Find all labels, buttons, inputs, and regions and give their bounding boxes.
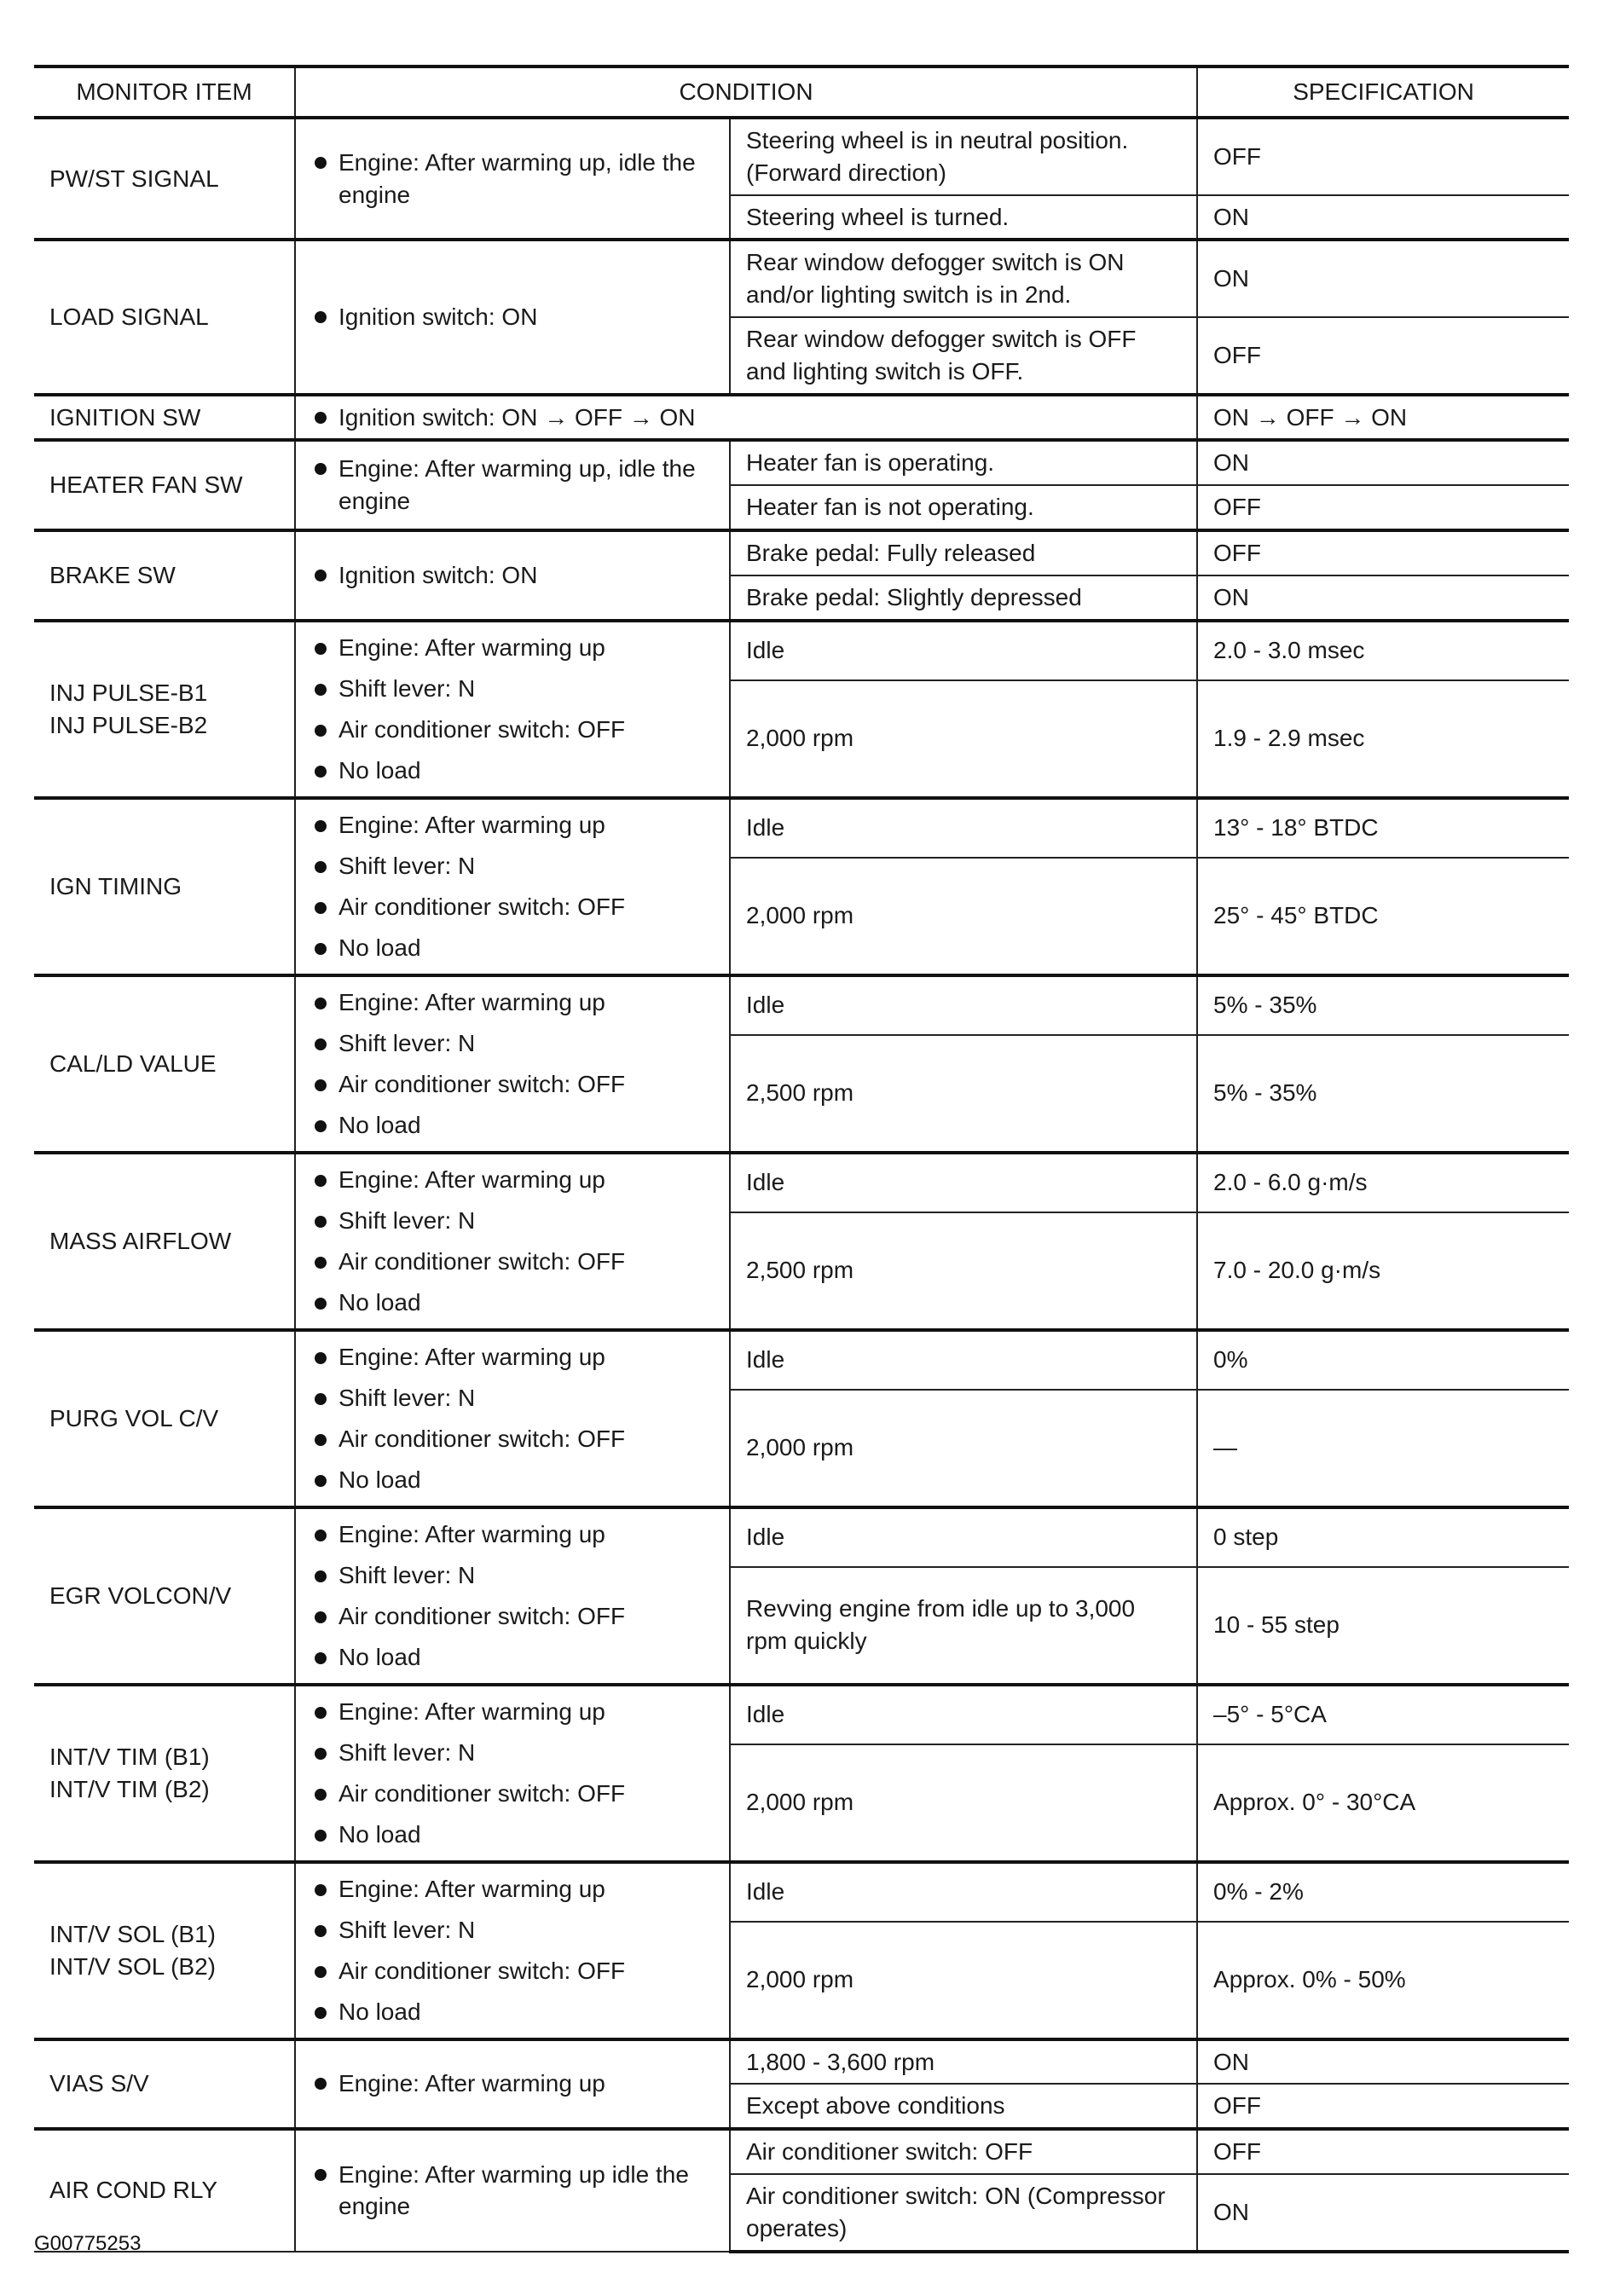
monitor-item-name: IGNITION SW: [49, 403, 201, 431]
table-row-egr-volcon-v: [34, 1507, 1569, 1567]
sub-condition-cell: Idle: [730, 1153, 1197, 1212]
table-row-air-cond-rly: [34, 2129, 1569, 2174]
specification-cell: —: [1197, 1390, 1569, 1507]
condition-bullet-item: Shift lever: N: [311, 1023, 714, 1064]
specification-cell: ON: [1197, 240, 1569, 317]
condition-bullet-item: Shift lever: N: [311, 1910, 714, 1951]
sub-condition-cell: Idle: [730, 1862, 1197, 1922]
condition-cell: [295, 1862, 730, 2039]
header-condition: CONDITION: [295, 67, 1197, 118]
monitor-item-cell: [34, 2039, 295, 2130]
condition-bullet-item: Engine: After warming up: [311, 1337, 714, 1378]
table-row-purg-vol-c-v: [34, 1330, 1569, 1390]
specification-cell: Approx. 0° - 30°CA: [1197, 1744, 1569, 1862]
condition-bullet-item: No load: [311, 1105, 714, 1146]
specification-cell: Approx. 0% - 50%: [1197, 1922, 1569, 2039]
specification-cell: 1.9 - 2.9 msec: [1197, 680, 1569, 798]
monitor-item-cell: [34, 240, 295, 394]
figure-code: G00775253: [34, 2232, 142, 2255]
condition-list: [311, 301, 714, 333]
monitor-item-name: CAL/LD VALUE: [49, 1050, 217, 1077]
specification-cell: OFF: [1197, 2084, 1569, 2129]
condition-list: [311, 1692, 714, 1855]
condition-cell: [295, 2039, 730, 2130]
specification-cell: 10 - 55 step: [1197, 1567, 1569, 1685]
monitor-item-name: INT/V TIM (B2): [49, 1775, 210, 1802]
condition-cell: [295, 2129, 730, 2251]
sub-condition-cell: Brake pedal: Slightly depressed: [730, 575, 1197, 621]
condition-bullet-item: Engine: After warming up, idle the engine: [311, 147, 714, 211]
condition-bullet-item: Air conditioner switch: OFF: [311, 1419, 714, 1460]
sub-condition-cell: 2,000 rpm: [730, 680, 1197, 798]
sub-condition-cell: 1,800 - 3,600 rpm: [730, 2039, 1197, 2085]
table-row-heater-fan-sw: [34, 440, 1569, 485]
condition-cell: [295, 1330, 730, 1507]
monitor-item-name: INJ PULSE-B2: [49, 711, 208, 738]
condition-bullet-item: Engine: After warming up: [311, 982, 714, 1023]
monitor-item-cell: [34, 975, 295, 1153]
table-row-mass-airflow: [34, 1153, 1569, 1212]
monitor-item-cell: [34, 530, 295, 621]
sub-condition-cell: Air conditioner switch: ON (Compressor operates): [730, 2174, 1197, 2252]
condition-bullet-item: No load: [311, 1637, 714, 1678]
condition-bullet-item: Engine: After warming up: [311, 805, 714, 846]
condition-bullet-item: Engine: After warming up: [311, 1160, 714, 1200]
table-header-row: [34, 67, 1569, 118]
sub-condition-cell: Brake pedal: Fully released: [730, 530, 1197, 575]
condition-cell: [295, 118, 730, 240]
condition-bullet-item: No load: [311, 1282, 714, 1323]
condition-list: [311, 147, 714, 211]
specification-cell: 25° - 45° BTDC: [1197, 858, 1569, 975]
condition-bullet-item: No load: [311, 1992, 714, 2033]
monitor-item-name: INJ PULSE-B1: [49, 679, 208, 706]
specification-cell: ON: [1197, 2039, 1569, 2085]
monitor-item-cell: [34, 1330, 295, 1507]
condition-list: [311, 1869, 714, 2033]
table-row-int-v-tim-b1: [34, 1685, 1569, 1744]
spec-table-container: [34, 65, 1569, 2253]
condition-bullet-item: Ignition switch: ON: [311, 559, 714, 592]
condition-list: [311, 982, 714, 1146]
condition-cell: [295, 1685, 730, 1862]
sub-condition-cell: Except above conditions: [730, 2084, 1197, 2129]
condition-bullet-item: Air conditioner switch: OFF: [311, 1951, 714, 1992]
sub-condition-cell: Idle: [730, 1507, 1197, 1567]
condition-cell: [295, 1507, 730, 1685]
table-row-ignition-sw: [34, 395, 1569, 441]
monitor-item-name: PURG VOL C/V: [49, 1404, 219, 1431]
monitor-spec-table: [34, 65, 1569, 2253]
monitor-item-cell: [34, 118, 295, 240]
condition-bullet-item: No load: [311, 1460, 714, 1501]
condition-bullet-item: Shift lever: N: [311, 668, 714, 709]
monitor-item-name: MASS AIRFLOW: [49, 1227, 232, 1254]
condition-bullet-item: Air conditioner switch: OFF: [311, 1241, 714, 1282]
condition-bullet-item: Shift lever: N: [311, 1555, 714, 1596]
condition-bullet-item: Engine: After warming up: [311, 1692, 714, 1732]
specification-cell: ON → OFF → ON: [1197, 395, 1569, 441]
sub-condition-cell: Idle: [730, 1685, 1197, 1744]
condition-bullet-item: Air conditioner switch: OFF: [311, 1773, 714, 1814]
monitor-item-name: INT/V TIM (B1): [49, 1743, 210, 1770]
monitor-item-name: AIR COND RLY: [49, 2177, 218, 2204]
specification-cell: ON: [1197, 195, 1569, 240]
condition-cell: [295, 440, 730, 530]
condition-bullet-item: No load: [311, 1814, 714, 1855]
sub-condition-cell: Idle: [730, 798, 1197, 858]
specification-cell: 0%: [1197, 1330, 1569, 1390]
specification-cell: 13° - 18° BTDC: [1197, 798, 1569, 858]
condition-bullet-item: Air conditioner switch: OFF: [311, 887, 714, 928]
header-specification: SPECIFICATION: [1197, 67, 1569, 118]
table-row-int-v-sol-b1: [34, 1862, 1569, 1922]
table-row-cal-ld-value: [34, 975, 1569, 1035]
sub-condition-cell: Heater fan is not operating.: [730, 485, 1197, 530]
monitor-item-name: VIAS S/V: [49, 2070, 149, 2097]
specification-cell: 2.0 - 3.0 msec: [1197, 621, 1569, 680]
condition-list: [311, 559, 714, 592]
specification-cell: 0 step: [1197, 1507, 1569, 1567]
sub-condition-cell: Air conditioner switch: OFF: [730, 2129, 1197, 2174]
specification-cell: OFF: [1197, 317, 1569, 395]
sub-condition-cell: Heater fan is operating.: [730, 440, 1197, 485]
sub-condition-cell: Rear window defogger switch is ON and/or lighting switch is in 2nd.: [730, 240, 1197, 317]
condition-list: [311, 805, 714, 969]
condition-cell: [295, 1153, 730, 1330]
monitor-item-name: BRAKE SW: [49, 561, 176, 588]
table-row-load-signal: [34, 240, 1569, 317]
condition-bullet-item: Engine: After warming up, idle the engine: [311, 453, 714, 518]
sub-condition-cell: Steering wheel is turned.: [730, 195, 1197, 240]
sub-condition-cell: Steering wheel is in neutral position. (Forward direction): [730, 118, 1197, 195]
monitor-item-cell: [34, 621, 295, 798]
monitor-item-cell: [34, 1507, 295, 1685]
header-monitor-item: MONITOR ITEM: [34, 67, 295, 118]
monitor-item-cell: [34, 1862, 295, 2039]
condition-bullet-item: Engine: After warming up: [311, 1514, 714, 1555]
sub-condition-cell: 2,000 rpm: [730, 1744, 1197, 1862]
condition-bullet-item: Engine: After warming up: [311, 2068, 714, 2100]
condition-cell: [295, 240, 730, 394]
monitor-item-name: INT/V SOL (B2): [49, 1952, 217, 1980]
condition-list: [311, 453, 714, 518]
condition-bullet-item: Shift lever: N: [311, 1732, 714, 1773]
condition-list: [311, 1337, 714, 1501]
specification-cell: 0% - 2%: [1197, 1862, 1569, 1922]
monitor-item-name: LOAD SIGNAL: [49, 304, 209, 331]
table-row-ign-timing: [34, 798, 1569, 858]
condition-list: [311, 1160, 714, 1323]
specification-cell: 5% - 35%: [1197, 975, 1569, 1035]
condition-cell: [295, 395, 1197, 441]
monitor-item-cell: [34, 798, 295, 975]
monitor-item-name: IGN TIMING: [49, 872, 182, 899]
sub-condition-cell: Revving engine from idle up to 3,000 rpm quickly: [730, 1567, 1197, 1685]
condition-bullet-item: Air conditioner switch: OFF: [311, 709, 714, 750]
monitor-item-name: INT/V SOL (B1): [49, 1920, 217, 1947]
table-body: [34, 118, 1569, 2252]
condition-cell: [295, 798, 730, 975]
table-row-inj-pulse-b1: [34, 621, 1569, 680]
condition-cell: [295, 975, 730, 1153]
specification-cell: 5% - 35%: [1197, 1035, 1569, 1153]
sub-condition-cell: 2,500 rpm: [730, 1212, 1197, 1330]
specification-cell: OFF: [1197, 2129, 1569, 2174]
condition-bullet-item: Shift lever: N: [311, 1378, 714, 1419]
condition-bullet-item: Air conditioner switch: OFF: [311, 1596, 714, 1637]
sub-condition-cell: 2,000 rpm: [730, 1390, 1197, 1507]
sub-condition-cell: 2,000 rpm: [730, 858, 1197, 975]
monitor-item-name: EGR VOLCON/V: [49, 1582, 232, 1609]
condition-list: [311, 402, 1181, 434]
condition-list: [311, 1514, 714, 1678]
condition-bullet-item: Air conditioner switch: OFF: [311, 1064, 714, 1105]
condition-bullet-item: Engine: After warming up: [311, 627, 714, 668]
table-row-pw-st-signal: [34, 118, 1569, 195]
condition-bullet-item: Engine: After warming up idle the engine: [311, 2159, 714, 2224]
specification-cell: ON: [1197, 440, 1569, 485]
sub-condition-cell: 2,500 rpm: [730, 1035, 1197, 1153]
condition-list: [311, 627, 714, 791]
condition-bullet-item: No load: [311, 928, 714, 969]
condition-bullet-item: Ignition switch: ON: [311, 301, 714, 333]
specification-cell: –5° - 5°CA: [1197, 1685, 1569, 1744]
specification-cell: OFF: [1197, 118, 1569, 195]
condition-bullet-item: No load: [311, 750, 714, 791]
condition-cell: [295, 530, 730, 621]
condition-bullet-item: Ignition switch: ON → OFF → ON: [311, 402, 1181, 434]
table-row-brake-sw: [34, 530, 1569, 575]
condition-bullet-item: Engine: After warming up: [311, 1869, 714, 1910]
monitor-item-cell: [34, 395, 295, 441]
monitor-item-name: PW/ST SIGNAL: [49, 165, 219, 192]
specification-cell: ON: [1197, 575, 1569, 621]
monitor-item-name: HEATER FAN SW: [49, 471, 243, 499]
sub-condition-cell: 2,000 rpm: [730, 1922, 1197, 2039]
condition-list: [311, 2159, 714, 2224]
monitor-item-cell: [34, 1685, 295, 1862]
sub-condition-cell: Idle: [730, 1330, 1197, 1390]
condition-cell: [295, 621, 730, 798]
condition-bullet-item: Shift lever: N: [311, 1200, 714, 1241]
monitor-item-cell: [34, 1153, 295, 1330]
specification-cell: OFF: [1197, 530, 1569, 575]
table-row-vias-s-v: [34, 2039, 1569, 2085]
sub-condition-cell: Idle: [730, 621, 1197, 680]
sub-condition-cell: Idle: [730, 975, 1197, 1035]
sub-condition-cell: Rear window defogger switch is OFF and lighting switch is OFF.: [730, 317, 1197, 395]
specification-cell: ON: [1197, 2174, 1569, 2252]
condition-list: [311, 2068, 714, 2100]
monitor-item-cell: [34, 440, 295, 530]
specification-cell: OFF: [1197, 485, 1569, 530]
specification-cell: 7.0 - 20.0 g·m/s: [1197, 1212, 1569, 1330]
specification-cell: 2.0 - 6.0 g·m/s: [1197, 1153, 1569, 1212]
condition-bullet-item: Shift lever: N: [311, 846, 714, 887]
